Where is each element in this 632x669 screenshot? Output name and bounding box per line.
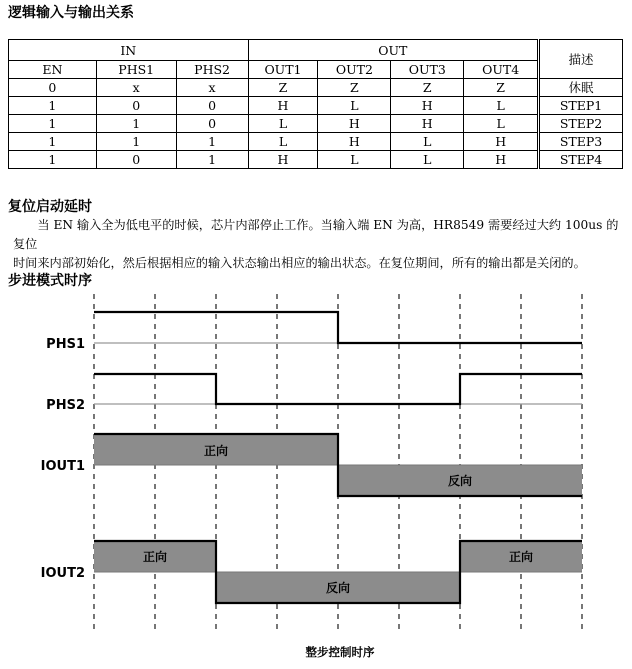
table-cell: L	[318, 97, 391, 115]
section-title-reset: 复位启动延时	[8, 199, 92, 215]
phs1-waveform	[94, 312, 582, 343]
table-cell: Z	[248, 79, 318, 97]
iout2-label: IOUT2	[40, 566, 85, 581]
col-header: OUT2	[318, 61, 391, 79]
iout2-reverse-label: 反向	[325, 581, 351, 595]
table-cell: L	[318, 151, 391, 169]
table-cell: 0	[176, 115, 248, 133]
table-cell: 1	[9, 97, 97, 115]
table-cell: L	[391, 133, 464, 151]
table-cell: 0	[176, 97, 248, 115]
table-row	[9, 79, 623, 97]
col-header: OUT3	[391, 61, 464, 79]
table-cell: x	[96, 79, 176, 97]
table-cell: H	[391, 97, 464, 115]
table-cell: L	[248, 133, 318, 151]
table-cell: x	[176, 79, 248, 97]
table-cell: 1	[176, 151, 248, 169]
desc-header: 描述	[539, 40, 623, 79]
table-cell: 1	[9, 115, 97, 133]
table-row	[9, 151, 623, 169]
iout1-label: IOUT1	[40, 459, 85, 474]
col-header: OUT1	[248, 61, 318, 79]
timing-caption: 整步控制时序	[305, 645, 375, 659]
table-cell: H	[248, 97, 318, 115]
table-cell: H	[464, 151, 539, 169]
table-cell: 1	[96, 115, 176, 133]
table-cell: 1	[9, 151, 97, 169]
table-cell: STEP3	[539, 133, 623, 151]
truth-table-body	[9, 79, 623, 169]
phs2-label: PHS2	[46, 398, 85, 413]
table-cell: L	[464, 97, 539, 115]
reset-line-1: 当 EN 输入全为低电平的时候，芯片内部停止工作。当输入端 EN 为高，HR8549 需要经过大约 100us 的复位	[13, 218, 619, 251]
timing-diagram	[0, 290, 632, 669]
table-cell: 0	[96, 151, 176, 169]
col-header: PHS1	[96, 61, 176, 79]
table-cell: STEP4	[539, 151, 623, 169]
table-cell: Z	[464, 79, 539, 97]
table-cell: L	[248, 115, 318, 133]
section-title-logic: 逻辑输入与输出关系	[8, 5, 134, 21]
table-cell: L	[464, 115, 539, 133]
table-cell: 休眠	[539, 79, 623, 97]
reset-line-2: 时间来内部初始化，然后根据相应的输入状态输出相应的输出状态。在复位期间，所有的输出都是关闭的。	[13, 256, 586, 270]
iout1-reverse-label: 反向	[447, 474, 473, 488]
section-title-timing: 步进模式时序	[8, 273, 92, 289]
table-cell: STEP2	[539, 115, 623, 133]
table-row	[9, 97, 623, 115]
iout2-forward-label-1: 正向	[142, 550, 168, 564]
table-cell: STEP1	[539, 97, 623, 115]
logic-truth-table	[8, 39, 623, 169]
table-cell: H	[464, 133, 539, 151]
col-header: OUT4	[464, 61, 539, 79]
table-cell: 1	[9, 133, 97, 151]
table-row	[9, 133, 623, 151]
iout1-forward-label: 正向	[203, 444, 229, 458]
table-cell: H	[391, 115, 464, 133]
table-cell: H	[248, 151, 318, 169]
iout2-forward-label-2: 正向	[508, 550, 534, 564]
phs1-label: PHS1	[46, 337, 85, 352]
table-cell: Z	[318, 79, 391, 97]
table-cell: 1	[96, 133, 176, 151]
table-cell: 0	[96, 97, 176, 115]
table-cell: H	[318, 115, 391, 133]
table-row	[9, 115, 623, 133]
col-header: EN	[9, 61, 97, 79]
table-cell: 0	[9, 79, 97, 97]
col-header: PHS2	[176, 61, 248, 79]
table-cell: L	[391, 151, 464, 169]
table-cell: 1	[176, 133, 248, 151]
reset-description	[13, 216, 619, 273]
in-group-header: IN	[9, 40, 249, 61]
table-cell: H	[318, 133, 391, 151]
table-cell: Z	[391, 79, 464, 97]
out-group-header: OUT	[248, 40, 539, 61]
